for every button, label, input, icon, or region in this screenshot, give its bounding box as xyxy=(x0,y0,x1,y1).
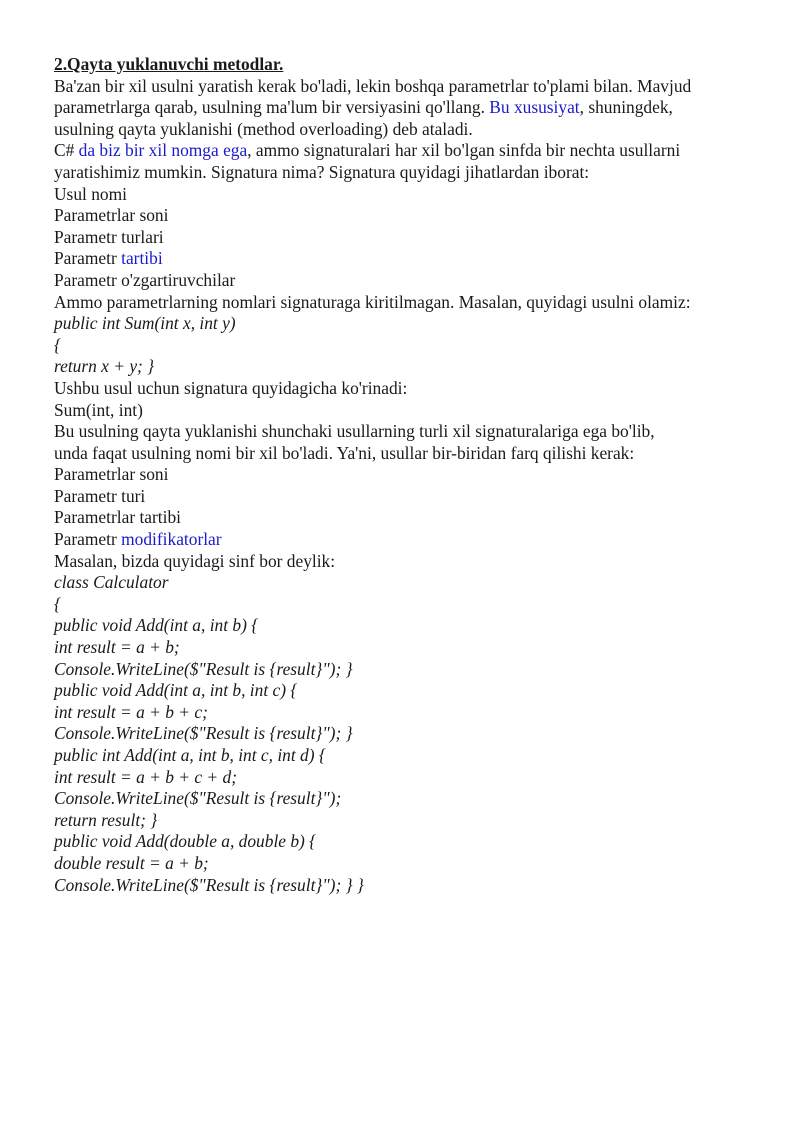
code-line: return result; } xyxy=(54,809,158,830)
paragraph-csharp-line-1 xyxy=(54,140,754,162)
code-line: int result = a + b + c + d; xyxy=(54,766,237,787)
diff-item-param-type: Parametr turi xyxy=(54,485,146,506)
section-heading: 2.Qayta yuklanuvchi metodlar. xyxy=(54,54,284,74)
paragraph-signature-looks: Ushbu usul uchun signatura quyidagicha ko'rinadi: xyxy=(54,377,408,398)
code-block-calculator xyxy=(54,572,754,896)
signature-example: Sum(int, int) xyxy=(54,399,143,420)
text: , ammo signaturalari har xil bo'lgan sinfda bir nechta usullarni xyxy=(247,140,681,161)
code-line: public void Add(int a, int b, int c) { xyxy=(54,680,298,701)
link-modifikatorlar[interactable]: modifikatorlar xyxy=(121,529,222,550)
link-tartibi[interactable]: tartibi xyxy=(121,248,163,269)
link-bir-xil-nomga-ega[interactable]: da biz bir xil nomga ega xyxy=(78,140,248,161)
text: Parametr xyxy=(54,529,122,550)
diff-item-param-count: Parametrlar soni xyxy=(54,464,169,485)
paragraph-class-example: Masalan, bizda quyidagi sinf bor deylik: xyxy=(54,550,336,571)
code-line: int result = a + b; xyxy=(54,637,180,658)
document-body xyxy=(54,54,754,896)
code-line: class Calculator xyxy=(54,572,169,593)
text: Parametr xyxy=(54,248,122,269)
code-line: Console.WriteLine($"Result is {result}"); xyxy=(54,788,342,809)
code-line: Console.WriteLine($"Result is {result}"); } } xyxy=(54,874,364,895)
signature-item-param-modifiers: Parametr o'zgartiruvchilar xyxy=(54,269,236,290)
diff-item-param-order: Parametrlar tartibi xyxy=(54,507,181,528)
signature-item-param-order xyxy=(54,248,754,270)
code-line: Console.WriteLine($"Result is {result}"); } xyxy=(54,658,353,679)
code-line: public int Sum(int x, int y) xyxy=(54,313,236,334)
paragraph-intro-line-2 xyxy=(54,97,754,119)
paragraph-intro-line-1: Ba'zan bir xil usulni yaratish kerak bo'ladi, lekin boshqa parametrlar to'plami bilan. Mavjud xyxy=(54,75,692,96)
signature-item-param-types: Parametr turlari xyxy=(54,226,164,247)
paragraph-overloading-line-1: Bu usulning qayta yuklanishi shunchaki usullarning turli xil signaturalariga ega bo'lib, xyxy=(54,421,655,442)
code-line: return x + y; } xyxy=(54,356,155,377)
code-line: public int Add(int a, int b, int c, int d) { xyxy=(54,745,326,765)
signature-item-param-count: Parametrlar soni xyxy=(54,205,169,226)
code-line: public void Add(int a, int b) { xyxy=(54,615,259,636)
paragraph-intro-line-3: usulning qayta yuklanishi (method overloading) deb ataladi. xyxy=(54,118,473,139)
signature-item-method-name: Usul nomi xyxy=(54,183,127,204)
text: , shuningdek, xyxy=(579,97,673,118)
paragraph-param-names: Ammo parametrlarning nomlari signaturaga kiritilmagan. Masalan, quyidagi usulni olamiz: xyxy=(54,291,691,312)
text: parametrlarga qarab, usulning ma'lum bir versiyasini qo'llang. xyxy=(54,97,490,118)
code-line: Console.WriteLine($"Result is {result}"); } xyxy=(54,723,353,744)
code-line: public void Add(double a, double b) { xyxy=(54,831,317,852)
code-line: { xyxy=(54,593,61,614)
link-bu-xususiyat[interactable]: Bu xususiyat xyxy=(489,97,580,118)
paragraph-overloading-line-2: unda faqat usulning nomi bir xil bo'ladi. Ya'ni, usullar bir-biridan farq qilishi kerak: xyxy=(54,442,635,463)
code-line: double result = a + b; xyxy=(54,852,209,873)
paragraph-csharp-line-2: yaratishimiz mumkin. Signatura nima? Signatura quyidagi jihatlardan iborat: xyxy=(54,161,590,182)
text: C# xyxy=(54,140,79,161)
code-line: { xyxy=(54,334,61,355)
diff-item-param-modifiers xyxy=(54,529,754,551)
code-line: int result = a + b + c; xyxy=(54,701,208,722)
